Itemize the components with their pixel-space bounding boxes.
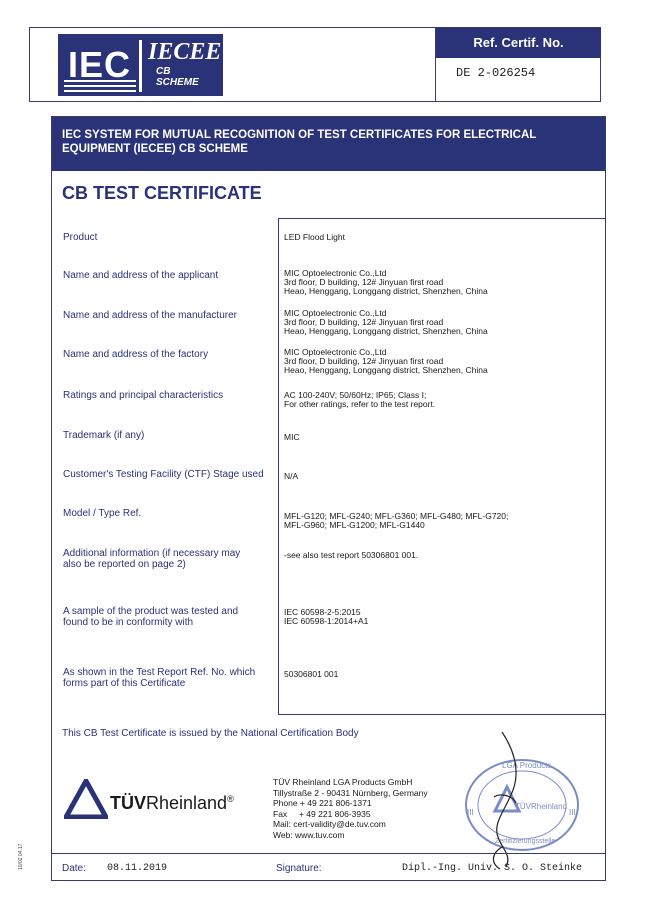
- issued-by-statement: This CB Test Certificate is issued by the National Certification Body: [62, 728, 359, 739]
- tuv-triangle-logo: [64, 779, 108, 819]
- date-label: Date:: [62, 863, 86, 874]
- conformity-label: [63, 606, 273, 628]
- tuv-registered-mark: ®: [227, 794, 234, 804]
- factory-line: Heao, Henggang, Longgang district, Shenzhen, China: [284, 365, 488, 375]
- signatory-name: Dipl.-Ing. Univ. S. O. Steinke: [402, 863, 583, 874]
- applicant-line: MIC Optoelectronic Co.,Ltd: [284, 268, 387, 278]
- trademark-label: Trademark (if any): [63, 430, 145, 441]
- handwritten-signature: [472, 727, 532, 877]
- manufacturer-label: Name and address of the manufacturer: [63, 310, 237, 321]
- additional-info-label: [63, 548, 273, 570]
- certificate-body: [51, 116, 606, 881]
- factory-address: [284, 348, 604, 375]
- additional-info-value: -see also test report 50306801 001.: [284, 550, 419, 560]
- ratings-label: Ratings and principal characteristics: [63, 390, 224, 401]
- stamp-roman-numeral: III: [569, 808, 576, 817]
- additional-info-label-line: also be reported on page 2): [63, 559, 186, 570]
- logo-divider: [139, 40, 142, 92]
- applicant-address: [284, 269, 604, 296]
- additional-info-label-line: Additional information (if necessary may: [63, 548, 241, 559]
- tuv-brand: [110, 793, 234, 814]
- tuv-address-block: [273, 777, 428, 840]
- ref-certif-title: Ref. Certif. No.: [436, 28, 601, 58]
- logo-iec-text: IEC: [68, 44, 132, 85]
- conformity-label-line: found to be in conformity with: [63, 617, 194, 628]
- iec-iecee-logo: [58, 34, 223, 96]
- test-report-label: [63, 667, 273, 689]
- address-line: Fax + 49 221 806-3935: [273, 808, 371, 819]
- factory-line: 3rd floor, D building, 12# Jinyuan first road: [284, 356, 444, 366]
- model-value: [284, 512, 604, 530]
- product-label: Product: [63, 232, 98, 243]
- logo-panel: [30, 28, 434, 101]
- form-code: 10/02 04.17: [18, 843, 24, 870]
- scheme-banner: [52, 117, 605, 171]
- address-line: Phone + 49 221 806-1371: [273, 798, 372, 808]
- ratings-value: [284, 391, 604, 409]
- logo-cb-line2: SCHEME: [156, 77, 199, 88]
- scheme-banner-text: IEC SYSTEM FOR MUTUAL RECOGNITION OF TEST CERTIFICATES FOR ELECTRICAL EQUIPMENT (IECEE) CB SCHEME: [62, 129, 537, 155]
- factory-line: MIC Optoelectronic Co.,Ltd: [284, 347, 387, 357]
- ratings-line: AC 100-240V; 50/60Hz; IP65; Class I;: [284, 390, 427, 400]
- tuv-brand-bold: TÜV: [110, 793, 146, 813]
- reference-panel: [435, 28, 600, 101]
- stamp-brand-text: TÜVRheinland: [515, 802, 568, 811]
- ctf-label: Customer's Testing Facility (CTF) Stage used: [63, 469, 264, 480]
- test-report-number: 50306801 001: [284, 669, 339, 679]
- certificate-title: CB TEST CERTIFICATE: [62, 183, 262, 203]
- address-line: TÜV Rheinland LGA Products GmbH: [273, 777, 413, 787]
- model-line: MFL-G960; MFL-G1200; MFL-G1440: [284, 520, 425, 530]
- standard-line: IEC 60598-1:2014+A1: [284, 616, 369, 626]
- stamp-roman-numeral: III: [467, 808, 474, 817]
- test-report-label-line: As shown in the Test Report Ref. No. which: [63, 667, 256, 678]
- conformity-standards: [284, 608, 604, 626]
- conformity-label-line: A sample of the product was tested and: [63, 606, 239, 617]
- ctf-value: N/A: [284, 471, 299, 481]
- standard-line: IEC 60598-2-5:2015: [284, 607, 361, 617]
- ref-certif-number: DE 2-026254: [456, 66, 536, 80]
- certificate-header: [29, 27, 601, 102]
- ratings-line: For other ratings, refer to the test report.: [284, 399, 436, 409]
- logo-stripe: [64, 90, 136, 92]
- manufacturer-address: [284, 309, 604, 336]
- address-line: Tillystraße 2 - 90431 Nürnberg, Germany: [273, 787, 428, 798]
- product-value: LED Flood Light: [284, 232, 345, 242]
- trademark-value: MIC: [284, 432, 300, 442]
- logo-iecee-text: IECEE: [148, 39, 222, 65]
- address-line: Web: www.tuv.com: [273, 829, 345, 840]
- stamp-bottom-text: Zertifizierungsstelle: [495, 838, 556, 845]
- logo-cb-line1: CB: [156, 66, 171, 77]
- applicant-line: Heao, Henggang, Longgang district, Shenzhen, China: [284, 286, 488, 296]
- footer-divider: [52, 853, 605, 854]
- applicant-label: Name and address of the applicant: [63, 270, 219, 281]
- manufacturer-line: MIC Optoelectronic Co.,Ltd: [284, 308, 387, 318]
- applicant-line: 3rd floor, D building, 12# Jinyuan first road: [284, 277, 444, 287]
- factory-label: Name and address of the factory: [63, 349, 209, 360]
- logo-cb-scheme: [156, 66, 199, 88]
- test-report-label-line: forms part of this Certificate: [63, 678, 186, 689]
- manufacturer-line: Heao, Henggang, Longgang district, Shenzhen, China: [284, 326, 488, 336]
- model-label: Model / Type Ref.: [63, 508, 142, 519]
- date-value: 08.11.2019: [107, 863, 168, 874]
- model-line: MFL-G120; MFL-G240; MFL-G360; MFL-G480; MFL-G720;: [284, 511, 509, 521]
- stamp-top-text: LGA Products: [502, 761, 552, 770]
- signature-label: Signature:: [276, 863, 322, 874]
- manufacturer-line: 3rd floor, D building, 12# Jinyuan first road: [284, 317, 444, 327]
- address-line: Mail: cert-validity@de.tuv.com: [273, 819, 386, 829]
- tuv-brand-rest: Rheinland: [146, 793, 228, 813]
